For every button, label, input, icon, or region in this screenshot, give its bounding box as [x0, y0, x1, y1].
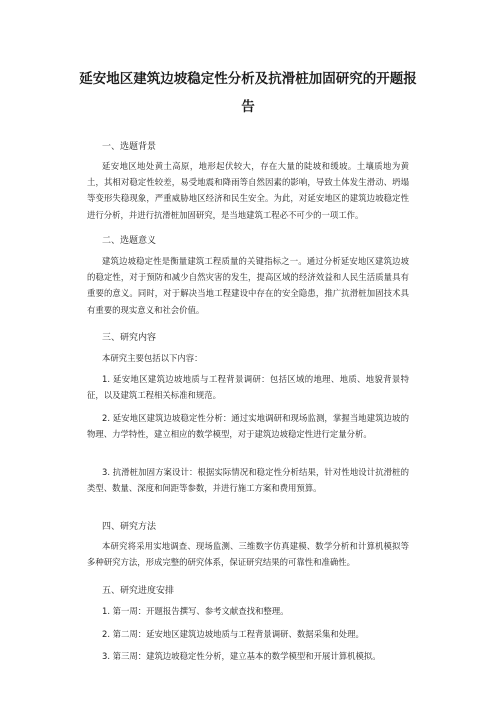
section-heading-schedule: 五、研究进度安排 — [102, 586, 175, 596]
section-heading-content: 三、研究内容 — [102, 333, 157, 343]
section-heading-background: 一、选题背景 — [102, 142, 157, 152]
content-intro: 本研究主要包括以下内容： — [102, 353, 203, 363]
document-title-line-2: 告 — [241, 99, 255, 115]
section-heading-methods: 四、研究方法 — [102, 522, 157, 532]
paragraph-background: 延安地区地处黄土高原，地形起伏较大，存在大量的陡坡和缓坡。土壤质地为黄土，其相对稳定性较差，易受地震和降雨等自然因素的影响，导致土体发生滑动、坍塌等变形失稳现象，严重威胁地区经济和民生安全。为此，对延安地区的建筑边坡稳定性进行分析，并进行抗滑桩加固研究，是当地建筑工程必不可少的一项工作。 — [87, 161, 409, 220]
paragraph-significance: 建筑边坡稳定性是衡量建筑工程质量的关键指标之一。通过分析延安地区建筑边坡的稳定性，对于预防和减少自然灾害的发生，提高区域的经济效益和人民生活质量具有重要的意义。同时，对于解决当地工程建设中存在的安全隐患，推广抗滑桩加固技术具有重要的现实意义和社会价值。 — [87, 256, 409, 315]
content-item-2: 2. 延安地区建筑边坡稳定性分析：通过实地调研和现场监测，掌握当地建筑边坡的物理、力学特性，建立相应的数学模型，对于建筑边坡稳定性进行定量分析。 — [87, 413, 409, 440]
schedule-item-3: 3. 第三周：建筑边坡稳定性分析，建立基本的数学模型和开展计算机模拟。 — [102, 651, 381, 661]
content-item-1: 1. 延安地区建筑边坡地质与工程背景调研：包括区域的地理、地质、地貌背景特征，以及建筑工程相关标准和规范。 — [87, 374, 409, 401]
schedule-item-1: 1. 第一周：开题报告撰写、参考文献查找和整理。 — [102, 606, 289, 616]
section-heading-significance: 二、选题意义 — [102, 236, 157, 246]
content-item-3: 3. 抗滑桩加固方案设计：根据实际情况和稳定性分析结果，针对性地设计抗滑桩的类型、数量、深度和间距等参数，并进行施工方案和费用预算。 — [87, 467, 409, 494]
document-title-line-1: 延安地区建筑边坡稳定性分析及抗滑桩加固研究的开题报 — [79, 71, 417, 87]
paragraph-methods: 本研究将采用实地调查、现场监测、三维数字仿真建模、数学分析和计算机模拟等多种研究方法，形成完整的研究体系，保证研究结果的可靠性和准确性。 — [87, 541, 409, 568]
schedule-item-2: 2. 第二周：延安地区建筑边坡地质与工程背景调研、数据采集和处理。 — [102, 629, 364, 639]
